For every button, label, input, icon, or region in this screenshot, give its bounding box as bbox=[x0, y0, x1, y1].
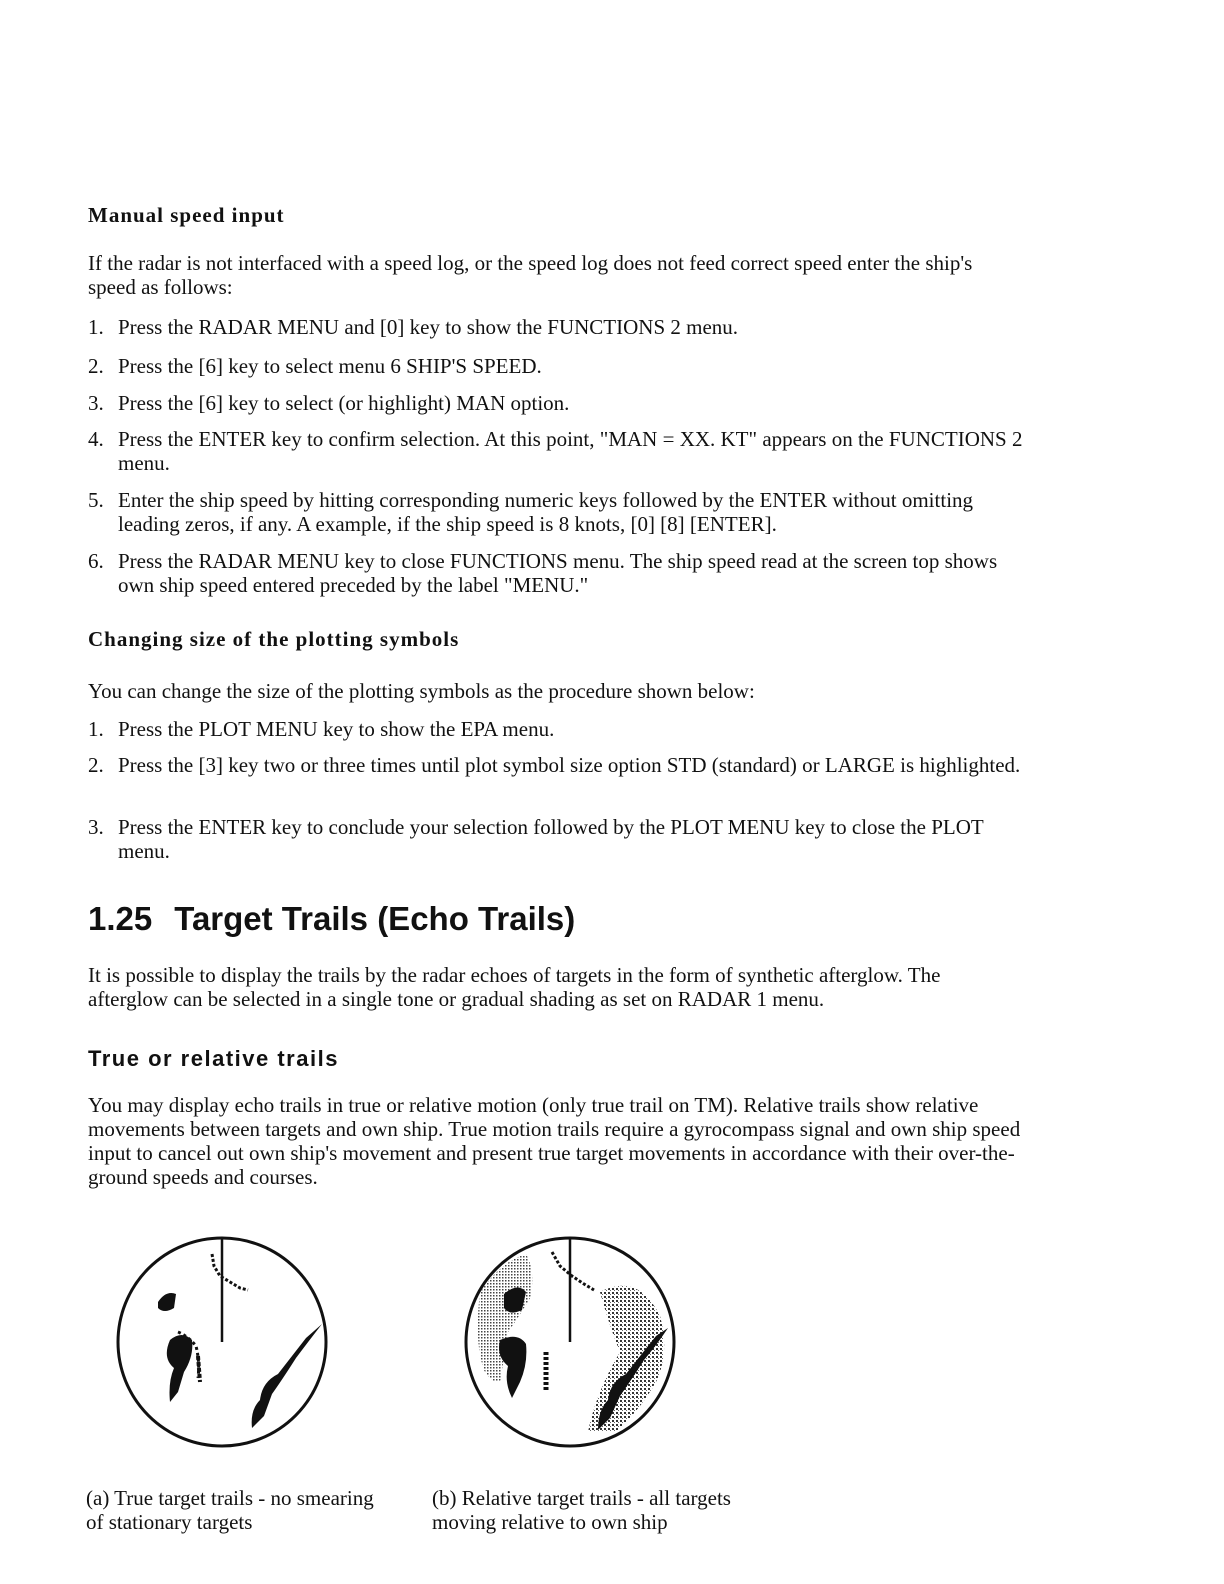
plot-symbols-heading: Changing size of the plotting symbols bbox=[88, 627, 460, 651]
section-intro: It is possible to display the trails by the radar echoes of targets in the form of synthetic afterglow. The afterglow can be selected in a single tone or gradual shading as set on RADAR 1 menu. bbox=[88, 963, 941, 1011]
step-number: 3. bbox=[88, 391, 104, 415]
step-number: 3. bbox=[88, 815, 104, 839]
manual-speed-heading: Manual speed input bbox=[88, 203, 285, 227]
list-item bbox=[88, 549, 1023, 597]
list-item bbox=[88, 717, 1023, 741]
trails-body: You may display echo trails in true or relative motion (only true trail on TM). Relative trails show relative movements between targets and own ship. True motion trails require a gyrocompass signal and own ship speed input to cancel out own ship's movement and present true target movements in accordance with their over-the-ground speeds and courses. bbox=[88, 1093, 1021, 1189]
step-number: 2. bbox=[88, 354, 104, 378]
target-trail bbox=[552, 1252, 594, 1290]
step-number: 2. bbox=[88, 753, 104, 777]
figure-true-trails bbox=[112, 1232, 332, 1452]
caption-line: (a) True target trails - no smearing bbox=[86, 1486, 374, 1510]
target-afterglow bbox=[588, 1286, 664, 1432]
step-text: Press the PLOT MENU key to show the EPA menu. bbox=[118, 717, 555, 741]
step-number: 4. bbox=[88, 427, 104, 451]
step-text: Enter the ship speed by hitting corresponding numeric keys followed by the ENTER without omitting leading zeros, if any. A example, if the ship speed is 8 knots, [0] [8] [ENTER]. bbox=[118, 488, 974, 536]
list-item bbox=[88, 354, 1023, 378]
trails-heading: True or relative trails bbox=[88, 1046, 339, 1071]
step-text: Press the [3] key two or three times until plot symbol size option STD (standard) or LARGE is highlighted. bbox=[118, 753, 1021, 777]
target-echo bbox=[158, 1293, 176, 1311]
step-number: 5. bbox=[88, 488, 104, 512]
target-echo bbox=[167, 1335, 193, 1402]
step-text: Press the RADAR MENU and [0] key to show the FUNCTIONS 2 menu. bbox=[118, 315, 739, 339]
step-number: 6. bbox=[88, 549, 104, 573]
step-text: Press the RADAR MENU key to close FUNCTIONS menu. The ship speed read at the screen top shows own ship speed entered preceded by the label "MENU." bbox=[118, 549, 998, 597]
step-text: Press the [6] key to select menu 6 SHIP'S SPEED. bbox=[118, 354, 542, 378]
target-echo bbox=[252, 1324, 322, 1428]
list-item bbox=[88, 391, 1023, 415]
radar-relative-trails-image bbox=[460, 1232, 680, 1452]
caption-line: (b) Relative target trails - all targets bbox=[432, 1486, 731, 1510]
step-text: Press the ENTER key to conclude your selection followed by the PLOT MENU key to close the PLOT menu. bbox=[118, 815, 984, 863]
section-heading bbox=[88, 900, 575, 938]
list-item bbox=[88, 753, 1023, 777]
section-number: 1.25 bbox=[88, 900, 153, 937]
step-number: 1. bbox=[88, 315, 104, 339]
manual-speed-intro: If the radar is not interfaced with a speed log, or the speed log does not feed correct speed enter the ship's speed as follows: bbox=[88, 251, 973, 299]
figure-a-caption bbox=[86, 1486, 374, 1534]
caption-line: of stationary targets bbox=[86, 1510, 253, 1534]
list-item bbox=[88, 315, 1023, 339]
list-item bbox=[88, 815, 1023, 863]
list-item bbox=[88, 427, 1023, 475]
figure-b-caption bbox=[432, 1486, 731, 1534]
step-number: 1. bbox=[88, 717, 104, 741]
step-text: Press the ENTER key to confirm selection. At this point, "MAN = XX. KT" appears on the FUNCTIONS 2 menu. bbox=[118, 427, 1023, 475]
caption-line: moving relative to own ship bbox=[432, 1510, 668, 1534]
section-title: Target Trails (Echo Trails) bbox=[174, 900, 576, 937]
target-echo bbox=[499, 1337, 526, 1398]
figure-relative-trails bbox=[460, 1232, 680, 1452]
radar-true-trails-image bbox=[112, 1232, 332, 1452]
target-trail bbox=[212, 1254, 248, 1290]
step-text: Press the [6] key to select (or highlight) MAN option. bbox=[118, 391, 570, 415]
plot-symbols-intro: You can change the size of the plotting symbols as the procedure shown below: bbox=[88, 679, 755, 703]
list-item bbox=[88, 488, 1023, 536]
